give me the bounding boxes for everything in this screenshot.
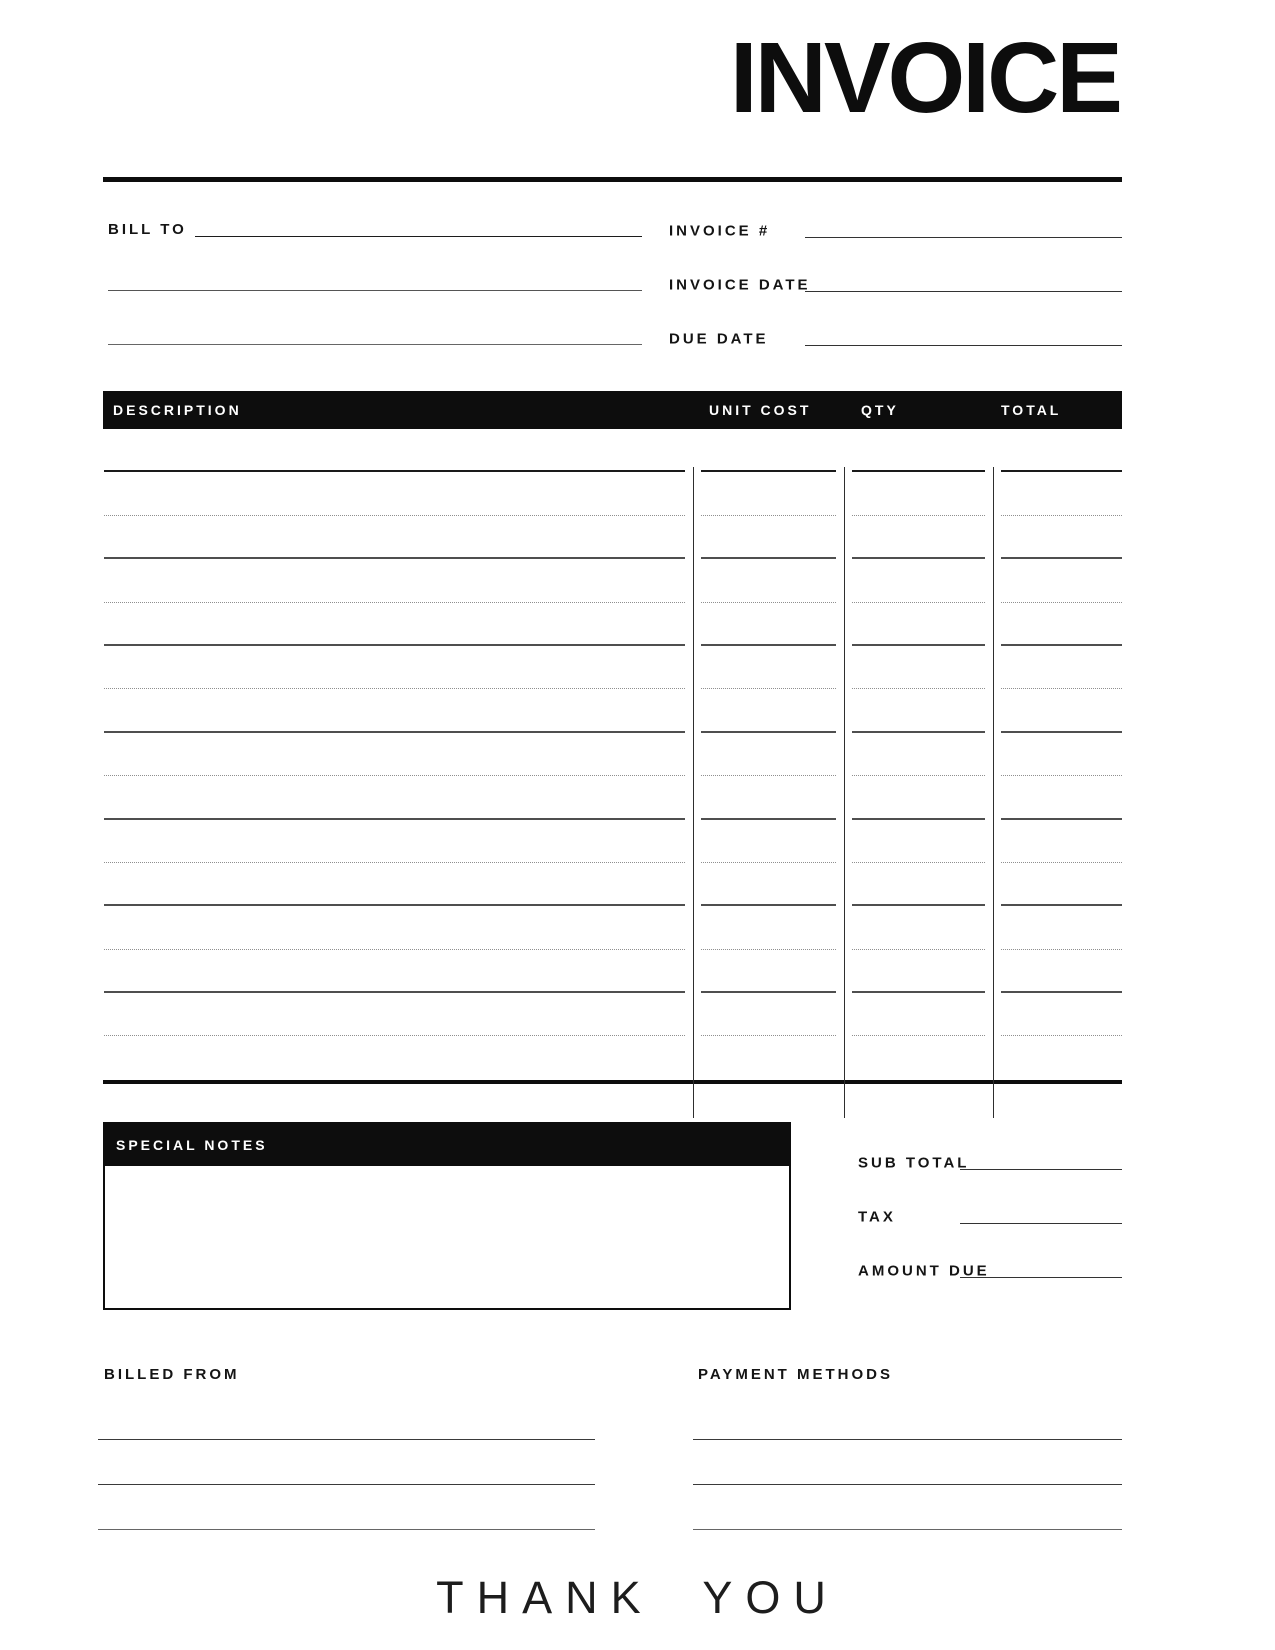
table-cell[interactable]: [852, 603, 985, 646]
table-cell[interactable]: [1001, 906, 1122, 949]
table-cell[interactable]: [852, 993, 985, 1036]
items-table: [103, 391, 1122, 1084]
bill-to-field-line-2[interactable]: [108, 290, 642, 291]
summary-block: [858, 1136, 1122, 1298]
table-cell[interactable]: [104, 689, 685, 732]
table-row[interactable]: [103, 472, 1122, 515]
write-line[interactable]: [693, 1395, 1122, 1440]
table-cell[interactable]: [701, 603, 836, 646]
table-cell[interactable]: [1001, 1036, 1122, 1079]
table-row[interactable]: [103, 559, 1122, 602]
table-row[interactable]: [103, 516, 1122, 559]
special-notes-area[interactable]: [105, 1166, 789, 1308]
table-cell[interactable]: [701, 516, 836, 559]
table-cell[interactable]: [1001, 733, 1122, 776]
table-cell[interactable]: [104, 603, 685, 646]
table-cell[interactable]: [1001, 776, 1122, 819]
invoice-date-label: INVOICE DATE: [669, 276, 811, 294]
table-cell[interactable]: [701, 689, 836, 732]
table-cell[interactable]: [104, 993, 685, 1036]
table-cell[interactable]: [852, 516, 985, 559]
table-cell[interactable]: [1001, 993, 1122, 1036]
table-cell[interactable]: [104, 950, 685, 993]
invoice-date-line[interactable]: [805, 291, 1122, 292]
table-cell[interactable]: [104, 863, 685, 906]
table-row[interactable]: [103, 950, 1122, 993]
tax-field: [858, 1190, 1122, 1244]
invoice-number-line[interactable]: [805, 237, 1122, 238]
invoice-meta-block: [669, 204, 1122, 366]
table-cell[interactable]: [852, 906, 985, 949]
table-row[interactable]: [103, 1036, 1122, 1079]
table-cell[interactable]: [852, 1036, 985, 1079]
table-cell[interactable]: [1001, 559, 1122, 602]
table-cell[interactable]: [1001, 950, 1122, 993]
thank-you-note: THANK YOU: [436, 1572, 839, 1623]
table-cell[interactable]: [1001, 646, 1122, 689]
column-header-unit-cost: UNIT COST: [709, 402, 812, 418]
table-cell[interactable]: [1001, 863, 1122, 906]
invoice-date-field: [669, 258, 1122, 312]
special-notes-box: [103, 1122, 791, 1310]
sub-total-line[interactable]: [960, 1169, 1122, 1170]
table-cell[interactable]: [701, 820, 836, 863]
table-cell[interactable]: [852, 472, 985, 515]
billed-from-label: BILLED FROM: [104, 1366, 240, 1383]
table-row[interactable]: [103, 776, 1122, 819]
items-table-header: [103, 391, 1122, 429]
invoice-number-label: INVOICE #: [669, 222, 771, 240]
special-notes-label: SPECIAL NOTES: [105, 1124, 789, 1166]
due-date-field: [669, 312, 1122, 366]
column-header-total: TOTAL: [1001, 402, 1062, 418]
column-header-qty: QTY: [861, 402, 899, 418]
table-cell[interactable]: [1001, 516, 1122, 559]
table-row[interactable]: [103, 733, 1122, 776]
payment-methods-label: PAYMENT METHODS: [698, 1366, 894, 1383]
table-cell[interactable]: [104, 733, 685, 776]
table-cell[interactable]: [852, 689, 985, 732]
tax-label: TAX: [858, 1208, 896, 1226]
write-line[interactable]: [693, 1440, 1122, 1485]
table-cell[interactable]: [852, 733, 985, 776]
table-cell[interactable]: [852, 559, 985, 602]
billed-from-lines: [98, 1395, 595, 1530]
items-table-body: [103, 429, 1122, 1080]
table-cell[interactable]: [1001, 472, 1122, 515]
bill-to-field-line-3[interactable]: [108, 344, 642, 345]
table-row[interactable]: [103, 603, 1122, 646]
table-cell[interactable]: [104, 1036, 685, 1079]
bill-to-label: BILL TO: [108, 221, 187, 238]
table-cell[interactable]: [104, 646, 685, 689]
table-cell[interactable]: [852, 950, 985, 993]
write-line[interactable]: [98, 1440, 595, 1485]
write-line[interactable]: [98, 1485, 595, 1530]
column-divider: [993, 467, 994, 1118]
amount-due-field: [858, 1244, 1122, 1298]
page-title: INVOICE: [729, 22, 1120, 134]
table-cell[interactable]: [104, 559, 685, 602]
table-cell[interactable]: [104, 906, 685, 949]
table-cell[interactable]: [104, 429, 685, 472]
write-line[interactable]: [98, 1395, 595, 1440]
sub-total-label: SUB TOTAL: [858, 1154, 970, 1172]
table-cell[interactable]: [852, 429, 985, 472]
table-cell[interactable]: [852, 863, 985, 906]
table-cell[interactable]: [104, 820, 685, 863]
table-cell[interactable]: [701, 950, 836, 993]
table-row[interactable]: [103, 906, 1122, 949]
column-divider: [693, 467, 694, 1118]
table-cell[interactable]: [852, 776, 985, 819]
table-cell[interactable]: [104, 472, 685, 515]
tax-line[interactable]: [960, 1223, 1122, 1224]
table-cell[interactable]: [104, 516, 685, 559]
due-date-line[interactable]: [805, 345, 1122, 346]
table-cell[interactable]: [701, 993, 836, 1036]
table-cell[interactable]: [701, 472, 836, 515]
table-cell[interactable]: [701, 559, 836, 602]
sub-total-field: [858, 1136, 1122, 1190]
table-cell[interactable]: [1001, 603, 1122, 646]
table-cell[interactable]: [1001, 689, 1122, 732]
table-row[interactable]: [103, 689, 1122, 732]
bill-to-field-line-1[interactable]: [195, 236, 642, 237]
table-cell[interactable]: [852, 646, 985, 689]
table-row[interactable]: [103, 820, 1122, 863]
due-date-label: DUE DATE: [669, 330, 769, 348]
table-row[interactable]: [103, 993, 1122, 1036]
table-cell[interactable]: [701, 776, 836, 819]
column-header-description: DESCRIPTION: [113, 402, 242, 418]
table-cell[interactable]: [104, 776, 685, 819]
table-cell[interactable]: [701, 1036, 836, 1079]
table-cell[interactable]: [701, 646, 836, 689]
header-rule: [103, 177, 1122, 182]
column-divider: [844, 467, 845, 1118]
table-cell[interactable]: [1001, 429, 1122, 472]
invoice-number-field: [669, 204, 1122, 258]
table-cell[interactable]: [701, 906, 836, 949]
table-cell[interactable]: [701, 863, 836, 906]
table-row[interactable]: [103, 429, 1122, 472]
table-cell[interactable]: [701, 429, 836, 472]
table-cell[interactable]: [852, 820, 985, 863]
table-cell[interactable]: [701, 733, 836, 776]
table-row[interactable]: [103, 863, 1122, 906]
amount-due-label: AMOUNT DUE: [858, 1262, 990, 1280]
payment-methods-lines: [693, 1395, 1122, 1530]
table-cell[interactable]: [1001, 820, 1122, 863]
amount-due-line[interactable]: [960, 1277, 1122, 1278]
write-line[interactable]: [693, 1485, 1122, 1530]
table-row[interactable]: [103, 646, 1122, 689]
